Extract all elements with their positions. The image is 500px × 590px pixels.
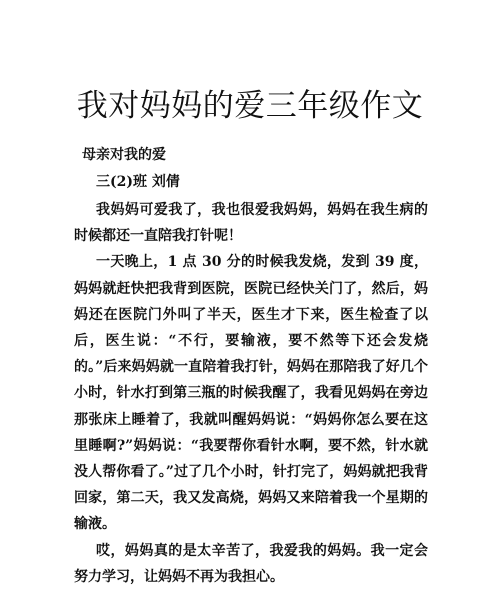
essay-body (74, 197, 428, 590)
author-byline: 三(2)班 刘倩 (96, 174, 180, 190)
paragraph-2: 一天晚上，1 点 30 分的时候我发烧，发到 39 度，妈妈就赶快把我背到医院，医院已经快关门了，然后，妈妈还在医院门外叫了半天，医生才下来，医生检查了以后，医生说：“不行，要输液，要不然等下还会发烧的。”后来妈妈就一直陪着我打针，妈妈在那陪我了好几个小时，针水打到第三瓶的时候我醒了，我看见妈妈在旁边那张床上睡着了，我就叫醒妈妈说：“妈妈你怎么要在这里睡啊?”妈妈说：“我要帮你看针水啊，要不然，针水就没人帮你看了。”过了几个小时，针打完了，妈妈就把我背回家，第二天，我又发高烧，妈妈又来陪着我一个星期的输液。 (74, 254, 428, 533)
paragraph-3: 哎，妈妈真的是太辛苦了，我爱我的妈妈。我一定会努力学习，让妈妈不再为我担心。 (74, 542, 428, 585)
essay-subtitle: 母亲对我的爱 (82, 147, 166, 163)
essay-title: 我对妈妈的爱三年级作文 (76, 88, 424, 124)
paragraph-1: 我妈妈可爱我了，我也很爱我妈妈，妈妈在我生病的时候都还一直陪我打针呢！ (74, 202, 428, 245)
